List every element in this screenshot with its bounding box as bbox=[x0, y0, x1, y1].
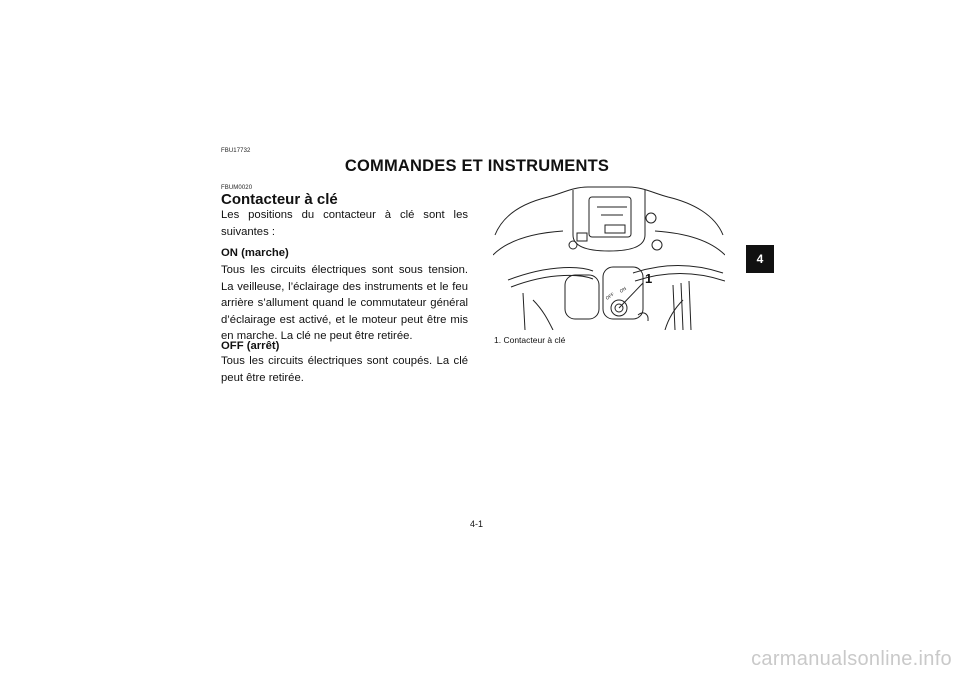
section-title: Contacteur à clé bbox=[221, 191, 338, 208]
key-switch-illustration bbox=[493, 185, 725, 330]
on-paragraph: Tous les circuits électriques sont sous tension. La veilleuse, l’éclairage des instruments et le feu arrière s’allument quand le commutateur général d’éclairage est activé, et le moteur peut être mis en marche. La clé ne peut être retirée. bbox=[221, 264, 468, 342]
watermark: carmanualsonline.info bbox=[751, 648, 952, 670]
document-code: FBU17732 bbox=[221, 148, 251, 154]
on-heading: ON (marche) bbox=[221, 247, 289, 259]
section-document-code: FBUM0020 bbox=[221, 185, 253, 191]
switch-label-off: OFF bbox=[604, 291, 615, 301]
page-title: COMMANDES ET INSTRUMENTS bbox=[344, 157, 610, 175]
off-heading: OFF (arrêt) bbox=[221, 340, 280, 352]
off-paragraph: Tous les circuits électriques sont coupés. La clé peut être retirée. bbox=[221, 355, 468, 384]
figure-caption: 1. Contacteur à clé bbox=[494, 335, 566, 345]
intro-paragraph: Les positions du contacteur à clé sont les suivantes : bbox=[221, 209, 468, 238]
chapter-tab: 4 bbox=[746, 245, 774, 273]
page-number: 4-1 bbox=[470, 519, 484, 529]
switch-label-on: ON bbox=[618, 285, 628, 294]
callout-number: 1 bbox=[645, 271, 653, 286]
